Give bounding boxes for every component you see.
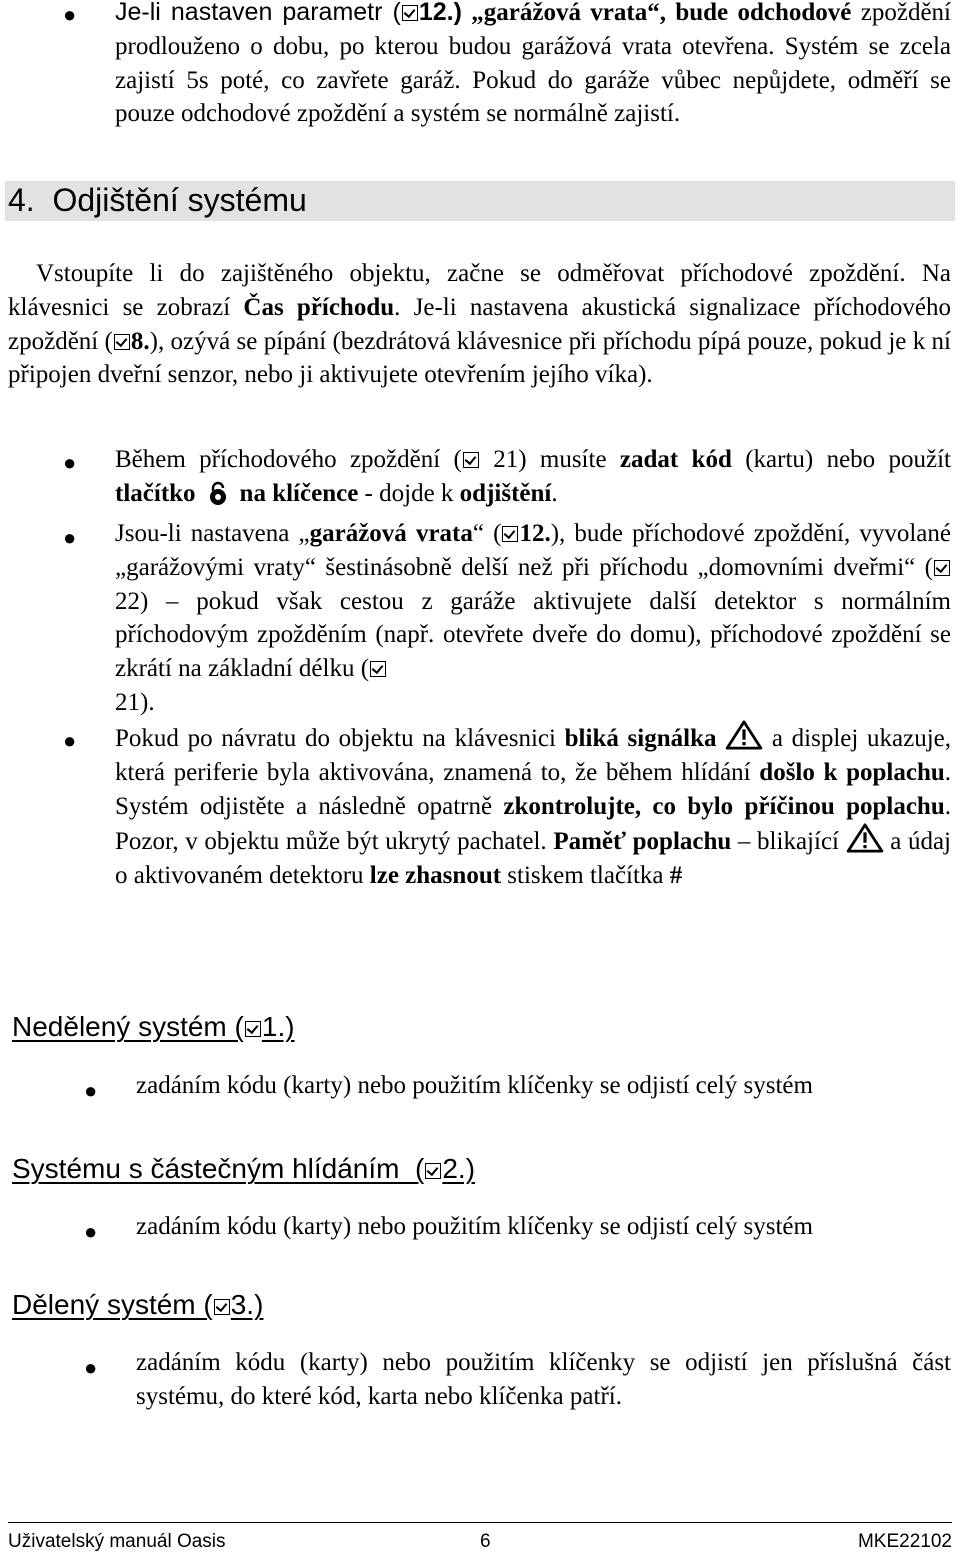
subsection-item: zadáním kódu (karty) nebo použitím klíčenky se odjistí celý systém xyxy=(136,1072,813,1099)
checkbox-icon xyxy=(425,1163,441,1179)
subsection-heading: Dělený systém ( 3.) xyxy=(12,1289,264,1320)
bullet: ● xyxy=(84,1219,98,1244)
checkbox-icon xyxy=(502,526,518,542)
checkbox-icon xyxy=(402,5,418,21)
bullet: ● xyxy=(84,1078,98,1103)
bullet: ● xyxy=(63,2,77,27)
bullet: ● xyxy=(84,1355,98,1380)
footer-right: MKE22102 xyxy=(857,1531,952,1552)
bullet: ● xyxy=(63,450,77,475)
subsection-item: zadáním kódu (karty) nebo použitím klíčenky se odjistí celý systém xyxy=(136,1213,813,1240)
bullet-item-1: Během příchodového zpoždění ( 21) musíte zadat kód (kartu) nebo použít tlačítko na klíčence - dojde k odjištění. xyxy=(115,446,951,507)
footer-page-number: 6 xyxy=(480,1531,491,1552)
key-fob-button-icon xyxy=(208,481,228,505)
paragraph-top: Je-li nastaven parametr ( 12.) „garážová vrata“, bude odchodové zpoždění prodlouženo o dobu, po kterou budou garážová vrata otevřena. Systém se zcela zajistí 5s poté, co zavřete garáž. Pokud do garáže vůbec nepůjdete, odměří se pouze odchodové zpoždění a systém se normálně zajistí. xyxy=(115,0,951,128)
checkbox-icon xyxy=(370,661,386,677)
warning-triangle-icon xyxy=(846,823,884,853)
subsection-heading: Systému s částečným hlídáním ( 2.) xyxy=(12,1153,476,1184)
warning-triangle-icon xyxy=(725,720,763,750)
section-heading: 4. Odjištění systému xyxy=(8,182,307,218)
checkbox-icon xyxy=(245,1021,261,1037)
checkbox-icon xyxy=(463,452,479,468)
footer-rule xyxy=(8,1522,952,1523)
paragraph-intro: Vstoupíte li do zajištěného objektu, začne se odměřovat příchodové zpoždění. Na klávesnici se zobrazí Čas příchodu. Je-li nastavena akustická signalizace příchodového zpoždění ( 8.), ozývá se pípání (bezdrátová klávesnice při příchodu pípá pouze, pokud je k ní připojen dveřní senzor, nebo ji aktivujete otevřením jejího víka). xyxy=(8,260,951,389)
checkbox-icon xyxy=(214,1299,230,1315)
checkbox-icon xyxy=(934,560,950,576)
bullet: ● xyxy=(63,728,77,753)
checkbox-icon xyxy=(114,334,130,350)
subsection-item: zadáním kódu (karty) nebo použitím klíčenky se odjistí jen příslušná část systému, do které kód, karta nebo klíčenka patří. xyxy=(136,1349,951,1410)
footer-left: Uživatelský manuál Oasis xyxy=(8,1531,226,1552)
bullet-item-3: Pokud po návratu do objektu na klávesnici bliká signálka a displej ukazuje, která periferie byla aktivována, znamená to, že během hlídání došlo k poplachu. Systém odjistěte a následně opatrně zkontrolujte, co bylo příčinou poplachu. Pozor, v objektu může být ukrytý pachatel. Paměť poplachu – blikající a údaj o aktivovaném detektoru lze zhasnout stiskem tlačítka # xyxy=(115,720,951,893)
bullet-item-2: Jsou-li nastavena „garážová vrata“ ( 12.), bude příchodové zpoždění, vyvolané „garážovými vraty“ šestinásobně delší než při příchodu „domovními dveřmi“ ( 22) – pokud však cestou z garáže aktivujete další detektor s normálním příchodovým zpožděním (např. otevřete dveře do domu), příchodové zpoždění se zkrátí na základní délku ( 21). xyxy=(115,520,951,716)
subsection-heading: Nedělený systém ( 1.) xyxy=(12,1011,295,1042)
bullet: ● xyxy=(63,525,77,550)
